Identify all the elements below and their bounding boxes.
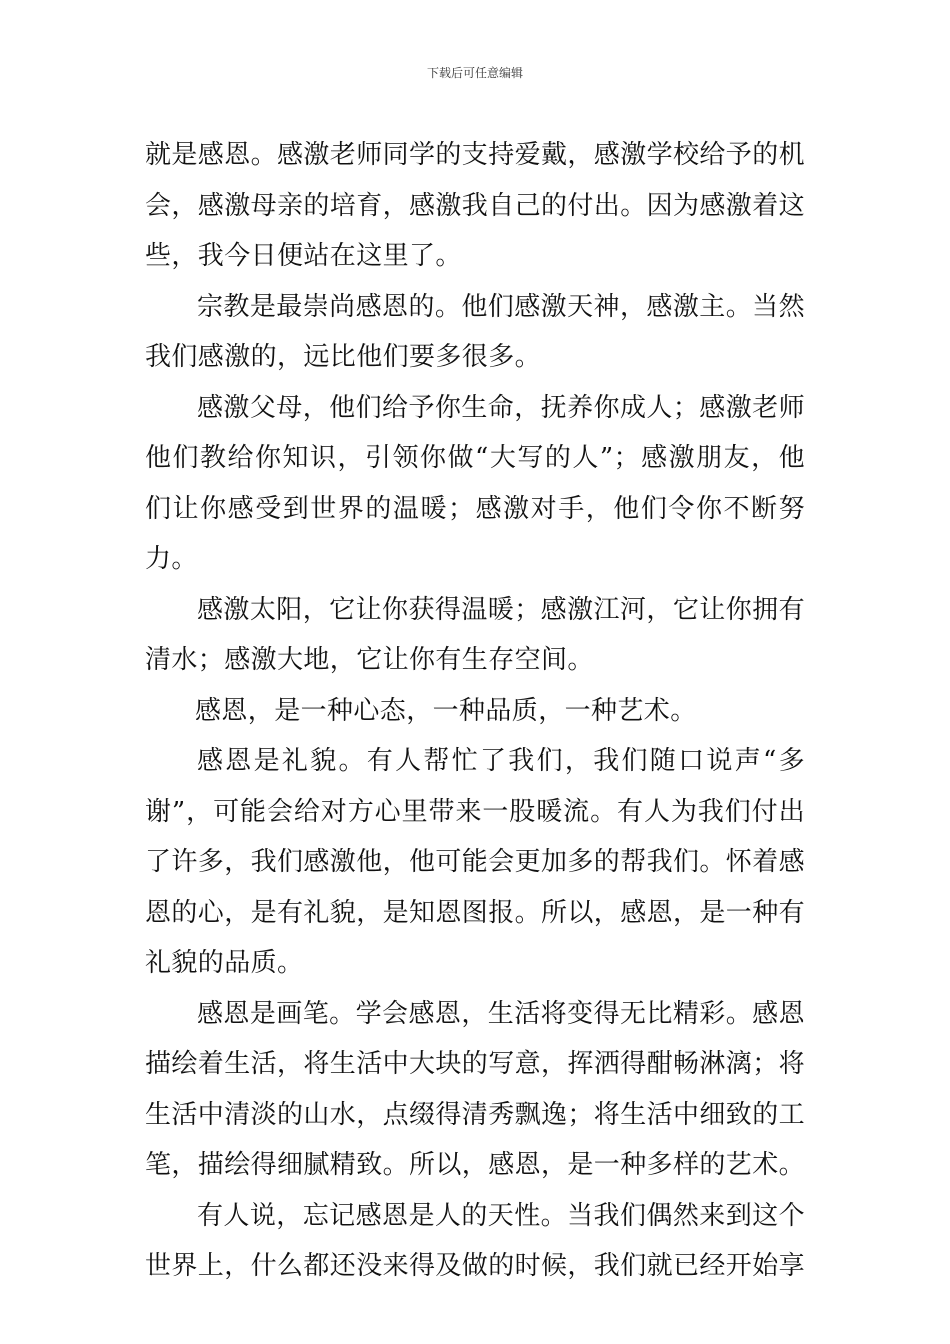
paragraph-4: 感激太阳，它让你获得温暖；感激江河，它让你拥有清水；感激大地，它让你有生存空间。 — [145, 594, 805, 675]
paragraph-6: 感恩是礼貌。有人帮忙了我们，我们随口说声“多谢”，可能会给对方心里带来一股暖流。有人为我们付出了许多，我们感激他，他可能会更加多的帮我们。怀着感恩的心，是有礼貌，是知恩图报。所以，感恩，是一种有礼貌的品质。 — [145, 746, 806, 978]
document-body — [145, 130, 805, 1292]
paragraph-3: 感激父母，他们给予你生命，抚养你成人；感激老师他们教给你知识，引领你做“大写的人”；感激朋友，他们让你感受到世界的温暖；感激对手，他们令你不断努力。 — [145, 392, 805, 574]
paragraph-8: 有人说，忘记感恩是人的天性。当我们偶然来到这个世界上，什么都还没来得及做的时候，我们就已经开始享 — [145, 1200, 806, 1281]
paragraph-7: 感恩是画笔。学会感恩，生活将变得无比精彩。感恩描绘着生活，将生活中大块的写意，挥洒得酣畅淋漓；将生活中清淡的山水，点缀得清秀飘逸；将生活中细致的工笔，描绘得细腻精致。所以，感恩，是一种多样的艺术。 — [145, 998, 806, 1180]
paragraph-5: 感恩，是一种心态，一种品质，一种艺术。 — [195, 695, 697, 726]
page-header-note: 下载后可任意编辑 — [426, 66, 523, 80]
paragraph-1: 就是感恩。感激老师同学的支持爱戴，感激学校给予的机会，感激母亲的培育，感激我自己的付出。因为感激着这些，我今日便站在这里了。 — [145, 140, 806, 271]
paragraph-2: 宗教是最崇尚感恩的。他们感激天神，感激主。当然我们感激的，远比他们要多很多。 — [145, 291, 805, 372]
